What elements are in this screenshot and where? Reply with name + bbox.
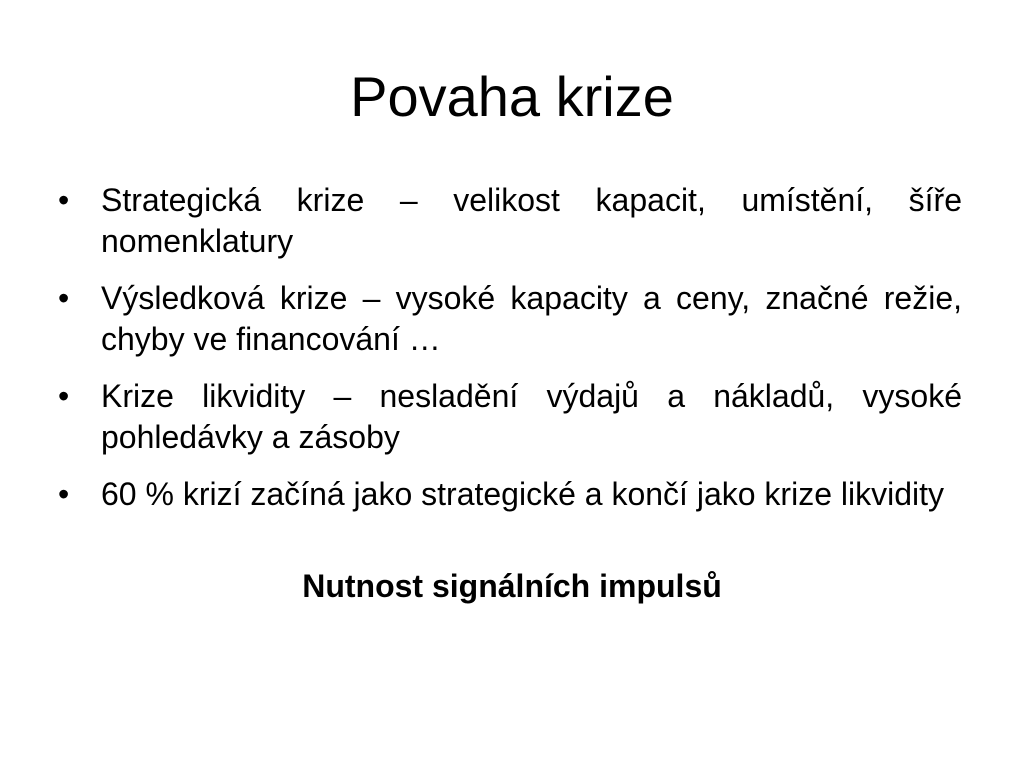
- slide-title: Povaha krize: [350, 65, 674, 128]
- bullet-icon: •: [58, 182, 70, 218]
- bullet-item: [56, 474, 962, 515]
- bullet-item: [56, 180, 962, 262]
- bullet-icon: •: [58, 378, 70, 414]
- bullet-icon: •: [58, 280, 70, 316]
- bullet-text: Výsledková krize – vysoké kapacity a ceny, značné režie, chyby ve financování …: [101, 280, 962, 357]
- bullet-text: Krize likvidity – nesladění výdajů a nákladů, vysoké pohledávky a zásoby: [101, 378, 962, 455]
- bullet-text: 60 % krizí začíná jako strategické a končí jako krize likvidity: [101, 476, 944, 512]
- bullet-item: [56, 278, 962, 360]
- bullet-item: [56, 376, 962, 458]
- conclusion-text: Nutnost signálních impulsů: [302, 568, 722, 604]
- bullet-icon: •: [58, 476, 70, 512]
- bullet-text: Strategická krize – velikost kapacit, umístění, šíře nomenklatury: [101, 182, 962, 259]
- bullet-list: [56, 180, 962, 531]
